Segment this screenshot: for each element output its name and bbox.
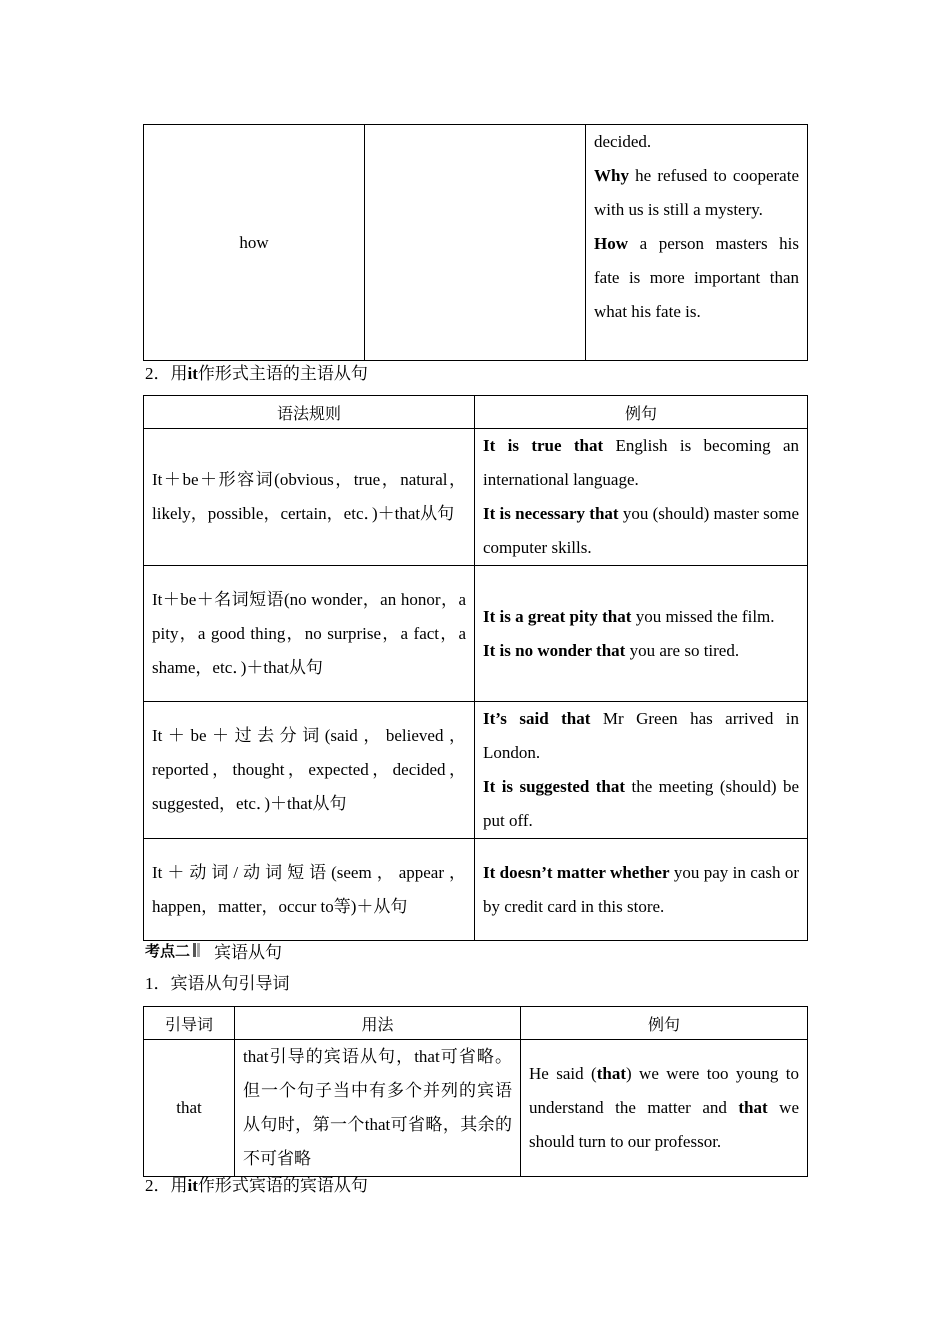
rule-cell: It＋be＋过去分词(said，believed，reported，thought，expected，decided，suggested，etc．)＋that从句	[144, 702, 475, 839]
example-bold: How	[594, 234, 628, 253]
table-header-row	[144, 1007, 808, 1040]
example-bold: It’s said that	[483, 709, 591, 728]
section-heading-it-object	[145, 1174, 368, 1198]
example-bold: It is suggested that	[483, 777, 626, 796]
example-bold: It is necessary that	[483, 504, 619, 523]
example-line	[594, 159, 799, 227]
rule-cell: It＋动词/动词短语(seem，appear，happen，matter，occur to等)＋从句	[144, 839, 475, 941]
example-text: we should turn to our professor.	[529, 1098, 800, 1151]
example-text: Mr Green has arrived in London.	[483, 709, 799, 762]
example-text: He said (	[529, 1064, 597, 1083]
example-cell	[521, 1040, 808, 1177]
example-text: he refused to cooperate with us is still a mystery.	[594, 166, 799, 219]
table-noun-clause-continued	[143, 124, 808, 361]
table-cell-how	[144, 125, 365, 361]
example-text: you (should) master some computer skills.	[483, 504, 800, 557]
usage-cell: that引导的宾语从句，that可省略。但一个句子当中有多个并列的宾语从句时，第一个that可省略，其余的不可省略	[235, 1040, 521, 1177]
example-text: English is becoming an international language.	[483, 436, 799, 489]
example-cell	[475, 702, 808, 839]
table-cell-examples	[586, 125, 808, 361]
heading-it: it	[187, 364, 198, 383]
example-bold: It is true that	[483, 436, 604, 455]
example-text: ) we were too young to understand the matter and	[529, 1064, 799, 1117]
rule-cell: It＋be＋形容词(obvious，true，natural，likely，possible，certain，etc．)＋that从句	[144, 429, 475, 566]
connective-word: how	[239, 232, 269, 252]
connective-cell: that	[144, 1040, 235, 1177]
heading-it: it	[187, 1176, 198, 1195]
header-usage: 用法	[235, 1007, 521, 1040]
example-text: decided.	[594, 132, 652, 151]
example-bold: It doesn’t matter whether	[483, 862, 670, 882]
example-bold: It is a great pity that	[483, 606, 632, 626]
example-cell	[475, 429, 808, 566]
header-example: 例句	[521, 1007, 808, 1040]
example-bold: that	[738, 1098, 768, 1117]
heading-number: 1．	[145, 974, 171, 993]
heading-number: 2．	[145, 1176, 171, 1195]
example-text: a person masters his fate is more important than what his fate is.	[594, 234, 799, 321]
heading-text: 宾语从句引导词	[170, 974, 290, 994]
header-connective: 引导词	[144, 1007, 235, 1040]
table-cell-empty	[365, 125, 586, 361]
example-cell	[475, 839, 808, 941]
header-example: 例句	[475, 396, 808, 429]
kaodian-heading	[145, 938, 282, 962]
kaodian-title: 宾语从句	[214, 942, 283, 963]
table-row	[144, 125, 808, 361]
example-bold: It is no wonder that	[483, 640, 626, 660]
bar-icon	[197, 943, 200, 957]
table-row	[144, 839, 808, 941]
example-cell	[475, 566, 808, 702]
example-bold: that	[596, 1064, 626, 1083]
heading-number: 2．	[145, 364, 171, 383]
table-it-formal-subject	[143, 395, 808, 941]
table-row	[144, 1040, 808, 1177]
section-heading-it-subject	[145, 362, 368, 386]
table-row	[144, 566, 808, 702]
heading-text: 作形式宾语的宾语从句	[197, 1176, 368, 1196]
table-row	[144, 702, 808, 839]
example-line	[594, 227, 799, 329]
table-row	[144, 429, 808, 566]
example-line	[594, 125, 799, 159]
example-text: you missed the film.	[631, 606, 775, 626]
heading-text: 用	[170, 364, 188, 384]
table-header-row	[144, 396, 808, 429]
example-text: you pay in cash or by credit card in this store.	[483, 862, 800, 916]
bar-icon	[193, 943, 196, 957]
header-rule: 语法规则	[144, 396, 475, 429]
table-object-clause-connectives	[143, 1006, 808, 1177]
heading-text: 作形式主语的主语从句	[197, 364, 368, 384]
kaodian-tag: 考点二	[145, 941, 191, 960]
example-text: you are so tired.	[625, 640, 740, 660]
example-bold: Why	[594, 166, 629, 185]
example-text: the meeting (should) be put off.	[483, 777, 799, 830]
heading-text: 用	[170, 1176, 188, 1196]
rule-cell: It＋be＋名词短语(no wonder，an honor，a pity，a good thing，no surprise，a fact，a shame，etc．)＋that从句	[144, 566, 475, 702]
section-heading-object-connectives	[145, 972, 290, 996]
